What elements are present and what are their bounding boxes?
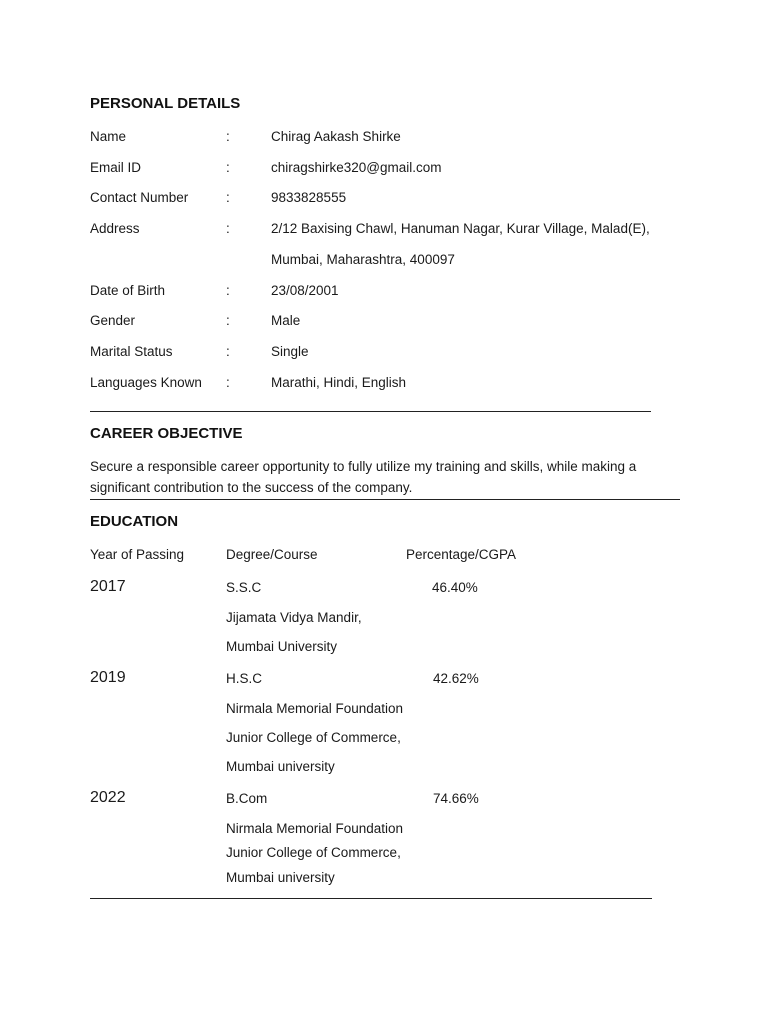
label-languages-known: Languages Known (90, 375, 202, 390)
separator: : (226, 344, 230, 359)
separator: : (226, 190, 230, 205)
label-contact-number: Contact Number (90, 190, 189, 205)
personal-details-heading: PERSONAL DETAILS (90, 95, 241, 112)
education-degree: H.S.C (226, 671, 263, 686)
label-name: Name (90, 129, 127, 144)
separator: : (226, 313, 230, 328)
education-degree: B.Com (226, 791, 268, 806)
education-percentage: 42.62% (433, 671, 479, 686)
section-divider (90, 499, 680, 500)
career-objective-heading: CAREER OBJECTIVE (90, 425, 243, 442)
education-institution-line: Nirmala Memorial Foundation (226, 821, 404, 836)
education-institution-line: Junior College of Commerce, (226, 845, 401, 860)
separator: : (226, 221, 230, 236)
label-address: Address (90, 221, 140, 236)
header-year-of-passing: Year of Passing (90, 547, 185, 562)
header-percentage: Percentage/CGPA (406, 547, 517, 562)
value-languages-known: Marathi, Hindi, English (271, 375, 407, 390)
label-date-of-birth: Date of Birth (90, 283, 166, 298)
value-marital-status: Single (271, 344, 309, 359)
education-year: 2019 (90, 669, 126, 686)
education-institution-line: Nirmala Memorial Foundation (226, 701, 404, 716)
education-heading: EDUCATION (90, 513, 179, 530)
header-degree-course: Degree/Course (226, 547, 318, 562)
label-gender: Gender (90, 313, 136, 328)
section-divider (90, 898, 652, 899)
value-contact-number: 9833828555 (271, 190, 347, 205)
education-year: 2017 (90, 578, 126, 595)
separator: : (226, 129, 230, 144)
value-gender: Male (271, 313, 301, 328)
education-institution-line: Mumbai university (226, 759, 335, 774)
education-percentage: 74.66% (433, 791, 479, 806)
education-year: 2022 (90, 789, 126, 806)
education-institution-line: Mumbai University (226, 639, 338, 654)
separator: : (226, 160, 230, 175)
section-divider (90, 411, 651, 412)
education-institution-line: Mumbai university (226, 870, 335, 885)
value-address-line1: 2/12 Baxising Chawl, Hanuman Nagar, Kurar Village, Malad(E), (271, 221, 650, 236)
education-percentage: 46.40% (432, 580, 478, 595)
label-marital-status: Marital Status (90, 344, 173, 359)
value-address-line2: Mumbai, Maharashtra, 400097 (271, 252, 455, 267)
value-name: Chirag Aakash Shirke (271, 129, 401, 144)
education-degree: S.S.C (226, 580, 262, 595)
label-email: Email ID (90, 160, 142, 175)
career-objective-text: Secure a responsible career opportunity to fully utilize my training and skills, while making a significant contribution to the success of the company. (90, 459, 637, 495)
separator: : (226, 375, 230, 390)
value-email: chiragshirke320@gmail.com (271, 160, 442, 175)
education-institution-line: Junior College of Commerce, (226, 730, 401, 745)
value-date-of-birth: 23/08/2001 (271, 283, 339, 298)
education-institution-line: Jijamata Vidya Mandir, (226, 610, 362, 625)
separator: : (226, 283, 230, 298)
